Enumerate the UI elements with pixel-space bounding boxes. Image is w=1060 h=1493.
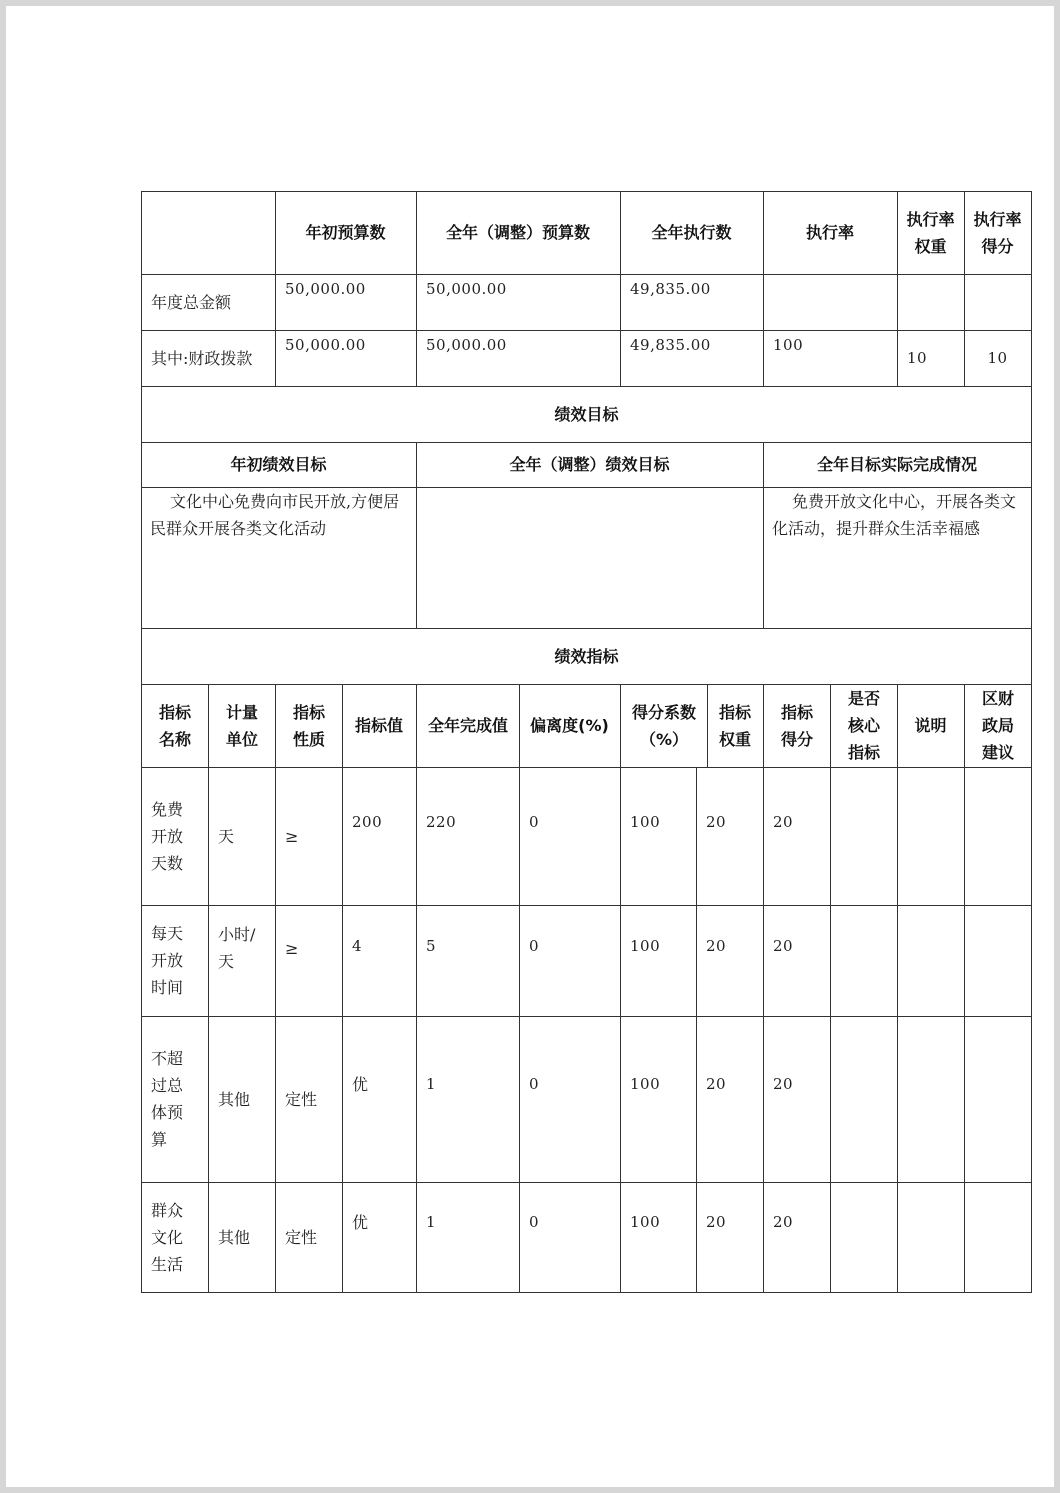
ind-row-weight: 20 xyxy=(706,1213,727,1231)
table-grid-line xyxy=(416,684,417,1292)
table-grid-line xyxy=(141,1292,1032,1293)
goals-initial-text: 文化中心免费向市民开放,方便居民群众开展各类文化活动 xyxy=(150,492,400,538)
budget-row-rate xyxy=(763,276,897,330)
ind-row-actual: 1 xyxy=(426,1213,437,1231)
ind-header-note: 说明 xyxy=(914,716,947,735)
ind-row-unit: 其他 xyxy=(218,1089,251,1109)
ind-row-unit: 小时/天 xyxy=(218,925,256,971)
ind-header-target: 指标值 xyxy=(354,716,403,735)
ind-row-name: 免费开放天数 xyxy=(151,799,184,873)
ind-row-name: 群众文化生活 xyxy=(151,1200,184,1274)
table-grid-line xyxy=(763,684,764,1292)
ind-row-weight: 20 xyxy=(706,937,727,955)
budget-header-adjusted: 全年（调整）预算数 xyxy=(445,223,590,242)
ind-header-advice: 区财政局建议 xyxy=(981,689,1014,762)
goals-actual-text: 免费开放文化中心，开展各类文化活动，提升群众生活幸福感 xyxy=(772,492,1017,538)
ind-row-target: 200 xyxy=(352,813,383,831)
goals-header-actual: 全年目标实际完成情况 xyxy=(816,455,977,474)
ind-row-weight: 20 xyxy=(706,1075,727,1093)
table-grid-line xyxy=(519,684,520,1292)
ind-row-deviation: 0 xyxy=(529,1213,540,1231)
budget-row-score xyxy=(964,274,1031,330)
budget-row-initial: 50,000.00 xyxy=(285,336,366,354)
budget-header-executed: 全年执行数 xyxy=(651,223,732,242)
ind-row-unit: 天 xyxy=(218,826,235,846)
ind-header-deviation: 偏离度(%) xyxy=(530,716,609,735)
ind-row-score: 20 xyxy=(773,1075,794,1093)
ind-row-nature: ≥ xyxy=(285,826,299,846)
ind-header-coef: 得分系数（%） xyxy=(631,702,696,749)
ind-row-deviation: 0 xyxy=(529,1075,540,1093)
ind-row-target: 4 xyxy=(352,937,363,955)
ind-header-actual: 全年完成值 xyxy=(428,716,509,735)
budget-header-blank xyxy=(141,191,275,274)
ind-header-unit: 计量单位 xyxy=(225,702,258,749)
ind-row-weight: 20 xyxy=(706,813,727,831)
ind-row-target: 优 xyxy=(352,1213,369,1232)
budget-row-rate: 100 xyxy=(773,336,804,354)
ind-header-name: 指标名称 xyxy=(158,702,191,749)
goals-title: 绩效目标 xyxy=(554,404,619,424)
ind-row-nature: ≥ xyxy=(285,938,299,958)
ind-row-coef: 100 xyxy=(630,937,661,955)
ind-row-actual: 1 xyxy=(426,1075,437,1093)
budget-row-initial: 50,000.00 xyxy=(285,280,366,298)
ind-row-deviation: 0 xyxy=(529,813,540,831)
ind-row-score: 20 xyxy=(773,813,794,831)
budget-row-label: 其中:财政拨款 xyxy=(151,348,253,368)
budget-row-adjusted: 50,000.00 xyxy=(426,336,507,354)
budget-row-weight xyxy=(897,274,964,330)
table-grid-line xyxy=(964,684,965,1292)
ind-row-actual: 5 xyxy=(426,937,437,955)
ind-row-nature: 定性 xyxy=(285,1227,318,1247)
budget-row-score: 10 xyxy=(987,348,1008,367)
ind-row-target: 优 xyxy=(352,1075,369,1094)
table-grid-line xyxy=(342,684,343,1292)
ind-row-name: 不超过总体预算 xyxy=(151,1049,184,1149)
table-grid-line xyxy=(897,684,898,1292)
ind-row-score: 20 xyxy=(773,1213,794,1231)
ind-row-score: 20 xyxy=(773,937,794,955)
ind-row-deviation: 0 xyxy=(529,937,540,955)
budget-row-executed: 49,835.00 xyxy=(630,280,711,298)
table-grid-line xyxy=(620,684,621,1292)
table-grid-line xyxy=(830,684,831,1292)
goals-header-adjusted: 全年（调整）绩效目标 xyxy=(509,455,670,474)
ind-row-coef: 100 xyxy=(630,813,661,831)
budget-row-label: 年度总金额 xyxy=(151,292,232,312)
table-grid-line xyxy=(1031,191,1032,1293)
budget-row-weight: 10 xyxy=(907,348,928,367)
ind-row-unit: 其他 xyxy=(218,1227,251,1247)
ind-row-actual: 220 xyxy=(426,813,457,831)
budget-row-adjusted: 50,000.00 xyxy=(426,280,507,298)
ind-row-nature: 定性 xyxy=(285,1089,318,1109)
budget-header-score: 执行率得分 xyxy=(973,209,1022,256)
ind-header-score: 指标得分 xyxy=(780,702,813,749)
table-grid-line xyxy=(707,684,708,767)
goals-header-initial: 年初绩效目标 xyxy=(230,455,327,474)
ind-row-coef: 100 xyxy=(630,1213,661,1231)
budget-header-rate: 执行率 xyxy=(805,223,854,242)
ind-row-name: 每天开放时间 xyxy=(151,924,184,997)
budget-header-weight: 执行率权重 xyxy=(906,209,955,256)
ind-header-core: 是否核心指标 xyxy=(847,689,880,762)
ind-row-coef: 100 xyxy=(630,1075,661,1093)
ind-header-nature: 指标性质 xyxy=(292,702,325,749)
budget-row-executed: 49,835.00 xyxy=(630,336,711,354)
indicators-title: 绩效指标 xyxy=(554,646,619,666)
budget-header-initial: 年初预算数 xyxy=(305,223,386,242)
ind-header-weight: 指标权重 xyxy=(718,702,751,749)
